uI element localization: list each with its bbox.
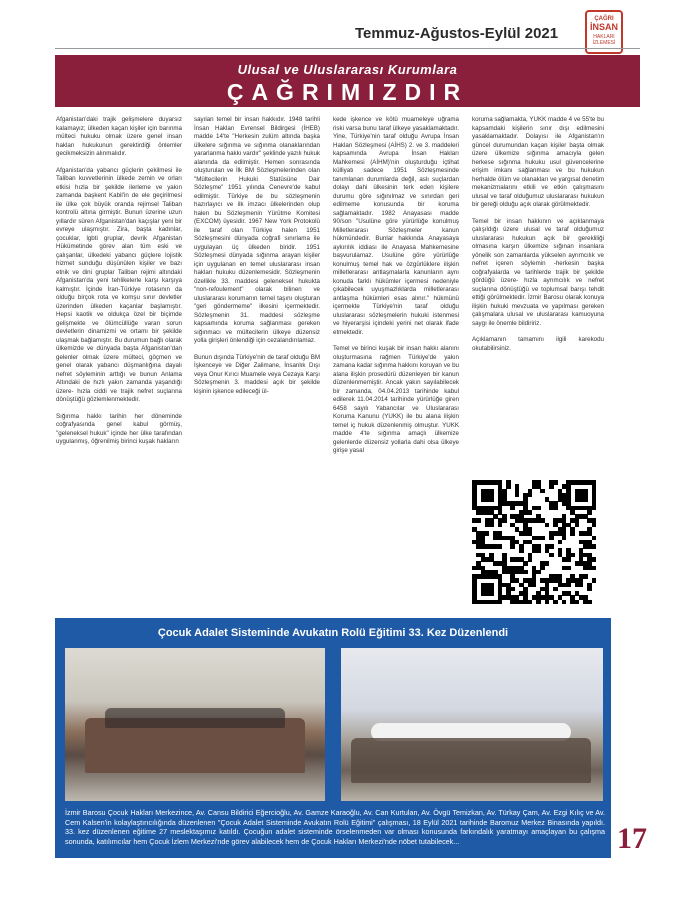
qr-module: [570, 553, 575, 558]
qr-code[interactable]: [472, 480, 596, 604]
qr-module: [592, 566, 597, 571]
header-rule: [55, 48, 640, 49]
qr-module: [506, 484, 511, 489]
qr-module: [592, 544, 597, 549]
qr-module: [583, 497, 588, 502]
qr-module: [536, 506, 541, 511]
qr-module: [579, 583, 584, 588]
qr-module: [587, 600, 592, 605]
event-box: [55, 618, 611, 858]
paragraph: Bunun dışında Türkiye'nin de taraf olduğu BM İşkenceye ve Diğer Zalimane, İnsanlık Dışı veya Onur Kırıcı Muamele veya Cezaya Karşı Sözleşmenin 3. maddesi açık bir şekilde kişinin işkence edileceği ül-: [194, 353, 320, 395]
qr-module: [528, 510, 533, 515]
article-column-3: [333, 116, 459, 608]
qr-module: [583, 574, 588, 579]
qr-module: [536, 570, 541, 575]
event-caption: İzmir Barosu Çocuk Hakları Merkezince, Av. Cansu Bildirici Eğercioğlu, Av. Gamze Karaoğlu, Av. Can Kurtulan, Av. Övgü Temizkan, Av. Türkay Çam, Av. Ezgi Kılıç ve Av. Cem Kalsen'in kolaylaştırıcılığında düzenlenen "Çocuk Adalet Sisteminde Avukatın Rolü Eğitimi" çalışması, 18 Eylül 2021 tarihinde Baromuz Merkez Binasında yapıldı. 33. kez düzenlenen eğitime 27 meslektaşımız katıldı. Çocuğun adalet sisteminde örselenmeden var olması konusunda farkındalık yaratmayı amaçlayan bu çalışma sonunda, katılımcılar hem Çocuk İzlem Merkezi'nde görev alabilecek hem de Çocuk Hakları Merkezi'nde nöbet tutabilecek...: [65, 808, 605, 846]
qr-module: [528, 493, 533, 498]
qr-module: [498, 523, 503, 528]
qr-module: [553, 587, 558, 592]
paragraph: Sığınma hakkı tarihin her döneminde coğrafyasında genel kabul görmüş, "geleneksel hukuk" içinde her ülke tarafından uygulanmış, öğrenilmiş birinci kuşak hakların: [56, 412, 182, 445]
call-banner: [55, 55, 640, 107]
qr-module: [549, 553, 554, 558]
qr-module: [566, 583, 571, 588]
qr-module: [562, 536, 567, 541]
logo-line3: HAKLARI İZLEMESİ: [592, 34, 616, 46]
qr-module: [592, 578, 597, 583]
qr-module: [570, 531, 575, 536]
qr-module: [519, 548, 524, 553]
qr-module: [540, 489, 545, 494]
group-photo: [65, 648, 325, 801]
qr-module: [489, 591, 494, 596]
qr-module: [510, 587, 515, 592]
qr-module: [540, 566, 545, 571]
qr-module: [553, 600, 558, 605]
qr-module: [532, 583, 537, 588]
qr-module: [502, 518, 507, 523]
page-number: 17: [617, 822, 647, 855]
paragraph: kede işkence ve kötü muameleye uğrama riski varsa bunu taraf ülkeye yasaklamaktadır. Yine, Türkiye'nin taraf olduğu Avrupa İnsan Hakları Sözleşmesi (AİHS) 2. ve 3. maddeleri kapsamında Avrupa İnsan Hakları Mahkemesi (AİHM)'nin oluşturduğu içtihat külliyatı sadece 1951 Sözleşmesinde tanımlanan durumlarda değil, aslı suçlardan dolayı dahi ülkesinin terk eden kişilere durumu göre sığınılmaz ve sınırdan geri edilmeme konusunda bir koruma sağlamaktadır. 1982 Anayasası madde 90/son "Usulüne göre yürürlüğe konulmuş Milletlerarası Sözleşmeler kanun hükmündedir. Bunlar hakkında Anayasaya aykırılık iddiası ile Anayasa Mahkemesine başvurulamaz. Usulüne göre yürürlüğe konulmuş temel hak ve özgürlüklere ilişkin milletlerarası antlaşmalarla kanunların aynı konuda farklı hükümler içermesi nedeniyle çıkabilecek uyuşmazlıklarda milletlerarası antlaşma hükümleri esas alınır." hükmünü içermekte Türkiye'nin taraf olduğu uluslararası sözleşmelerin hukuki istenmesi ve hiyerarşisi içindeki yerini net olarak ifade etmektedir.: [333, 116, 459, 336]
article-column-2: [194, 116, 320, 608]
qr-module: [592, 557, 597, 562]
qr-module: [489, 523, 494, 528]
article-column-1: [56, 116, 182, 608]
qr-module: [528, 557, 533, 562]
qr-module: [485, 531, 490, 536]
qr-module: [498, 600, 503, 605]
qr-module: [575, 523, 580, 528]
people-heads: [105, 708, 285, 728]
training-room-photo: [341, 648, 603, 801]
qr-module: [498, 544, 503, 549]
qr-module: [566, 566, 571, 571]
qr-module: [592, 523, 597, 528]
paragraph: sayılan temel bir insan hakkıdır. 1948 tarihli İnsan Hakları Evrensel Bildirgesi (İHEB) madde 14'te "Herkesin zulüm altında başka ülkelere sığınma ve sığınma olanaklarından yararlanma hakkı vardır" şeklinde yazılı hukuk alanında da edilmiştir. Hemen sonrasında oluşturulan ve İlk BM Sözleşmelerinden olan "Mültecilerin Hukuki Statüsüne Dair Sözleşme" 1951 yılında Cenevre'de kabul edilmiştir. Türkiye de bu sözleşmenin hazırlayıcı ve ilk imzacı ülkelerinden olup halen bu Sözleşmenin Yürütme Komitesi (EXCOM) üyesidir. 1967 New York Protokolü ile taraf olan Türkiye halen 1951 Sözleşmesini dünyada coğrafi sınırlama ile uygulayan üç ülkeden biridir. 1951 Sözleşmesi dünyada sığınma arayan kişiler için uygulanan en temel uluslararası insan hakları hukuku düzenlemesidir. Sözleşmenin özellikle 33. maddesi geleneksel hukukta "non-refoulement" olarak bilinen ve uluslararası korumanın temel taşını oluşturan "geri göndermeme" ilkesini içermektedir. Sözleşmenin 31. maddesi sözleşme kapsamında koruma sağlanması gereken sığınmacı ve mültecilerin ülkeye düzensiz yolla girişleri önlendiği için cezalandırılamaz.: [194, 116, 320, 344]
qr-module: [545, 561, 550, 566]
qr-module: [536, 548, 541, 553]
qr-module: [523, 570, 528, 575]
article-column-4: [472, 116, 604, 478]
logo-line2: İNSAN: [589, 22, 618, 32]
qr-module: [545, 600, 550, 605]
qr-module: [540, 536, 545, 541]
logo-line1: ÇAĞRI: [594, 16, 614, 22]
qr-module: [562, 600, 567, 605]
qr-module: [549, 536, 554, 541]
qr-module: [587, 587, 592, 592]
paragraph: Afganistan'daki trajik gelişmelere duyarsız kalamayız; ülkeden kaçan kişiler için barınma mülteci hukuku olmak üzere genel insan hakları hukukunun gerektirdiği önlemler gecikmeksizin alınmalıdır.: [56, 116, 182, 157]
qr-module: [510, 506, 515, 511]
qr-module: [575, 600, 580, 605]
qr-module: [489, 497, 494, 502]
qr-module: [510, 544, 515, 549]
qr-module: [515, 493, 520, 498]
qr-module: [545, 523, 550, 528]
qr-instruction: Açıklamanın tamamını ilgili karekodu okutabilirsiniz.: [472, 336, 604, 352]
qr-module: [549, 544, 554, 549]
qr-module: [549, 484, 554, 489]
paragraph: Temel ve birinci kuşak bir insan hakkı alanını oluşturmasına rağmen Türkiye'de yakın zamana kadar sığınma hakkını koruyan ve bu alana ilişkin prosedürü düzenleyen bir kanun düzenlenmemiştir. Ancak yakın sayılabilecek bir zamanda, 04.04.2013 tarihinde kabul edilerek 11.04.2014 tarihinde yürürlüğe giren 6458 sayılı Yabancılar ve Uluslararası Koruma Kanunu (YUKK) ile bu alana ilişkin temel iç hukuk düzenlenmiş olmuştur. YUKK madde 4'te sığınma amaçlı ülkemize gelenlerde düzensiz yollarla dahi olsa ülkeye girişe yasal: [333, 345, 459, 454]
qr-module: [558, 540, 563, 545]
qr-module: [476, 518, 481, 523]
banner-subtitle: Ulusal ve Uluslararası Kurumlara: [237, 62, 458, 77]
qr-module: [553, 506, 558, 511]
paragraph: Temel bir insan hakkının ve açıklanmaya çalışıldığı üzere ulusal ve taraf olduğumuz uluslararası hukukun açık bir gerekliliği olmasına karşın ülkemize sığınan insanlara yönelik son zamanlarda yükselen ayrımcılık ve nefret içeren söylemin -herkesin başka coğrafyalarda ve tarihlerde trajik bir şekilde gördüğü üzere- hızla ayrımcılık ve nefret suçlarına dönüştüğü ve toplumsal barışı tehdit ettiği görülmektedir. İzmir Barosu olarak konuya ilişkin hukuki mevzuata ve yapılması gereken çalışmalara ulusal ve uluslararası kamuoyuna saygı ile önemle bildiririz.: [472, 217, 604, 327]
qr-module: [592, 536, 597, 541]
qr-module: [553, 480, 558, 485]
qr-module: [592, 506, 597, 511]
qr-module: [587, 510, 592, 515]
qr-module: [528, 600, 533, 605]
banner-title: ÇAĞRIMIZDIR: [226, 79, 469, 105]
event-title: Çocuk Adalet Sisteminde Avukatın Rolü Eğitimi 33. Kez Düzenlendi: [157, 627, 509, 639]
issue-date: Temmuz-Ağustos-Eylül 2021: [355, 25, 559, 42]
qr-module: [566, 557, 571, 562]
paragraph: koruma sağlamakta, YUKK madde 4 ve 55'te bu kapsamdaki kişilerin sınır dışı edilmesini yasaklamaktadır. Dolayısı ile Afganistan'ın güncel durumundan kaçan kişiler başta olmak üzere ülkemize sığınma amacıyla gelen herkese sığınma hukuku usul güvencelerine erişim imkanı sağlanması ve bu hukukun herhalde ölüm ve olanakları ve yargısal denetim mekanizmalarını etkili ve etkin çalışmasını ulusal ve taraf olduğumuz uluslararası hukukun bir gereği olduğu açık olarak görülmektedir.: [472, 116, 604, 208]
participants-silhouette: [351, 738, 591, 783]
qr-module: [536, 600, 541, 605]
paragraph: Afganistan'da yabancı güçlerin çekilmesi ile Taliban kuvvetlerinin ülkede zemin ve orları etkisi hızla bir şekilde ilerleme ve yakın zamanda başkent Kabil'in de ele geçirilmesi ile ülke çok büyük oranda rejimsel Taliban kontrolü altına girmiştir. Bunun üzerine uzun yıllardır süren Afganistan'dan kaçışlar yeni bir evreye ulaşmıştır. Zira, başta kadınlar, çocuklar, lgbti gruplar, devrik Afganistan Hükümetinde görev alan tüm eski ve çalışanlar, ülkedeki yabancı güçlere lojistik hizmet sunduğu düşünülen kişiler ve bazı etnik ve dini gruplar Taliban rejimi altındaki Afganistan'da yeni tehlikelerle karşı karşıya kalmıştır. İçinde İran-Türkiye rotasının da olduğu birçok rota ve komşu sınır devletler üzerinden ülkeden kaçanlar başlamıştır. Hepsi kaotik ve oldukça özel bir biçimde gelişmekte ve ölümcüllüğe varan sorun devletlerin dinamizmi ve ortamı bir şekilde ulaşmak bağlamıştır. Bu durumun bağlı olarak ülkemizde ve dünyada başta Afganistan'dan gelenler olmak üzere mülteci, göçmen ve genel olarak yabancı düşmanlığına dayalı nefret söyleminin arttığı ve bunun Anlama Altındaki de hızlı yakın zamanda yaşandığı üzere- hızla ciddi ve trajik nefret suçlarına dönüştüğü gözlemlenmektedir.: [56, 166, 182, 403]
qr-module: [523, 561, 528, 566]
